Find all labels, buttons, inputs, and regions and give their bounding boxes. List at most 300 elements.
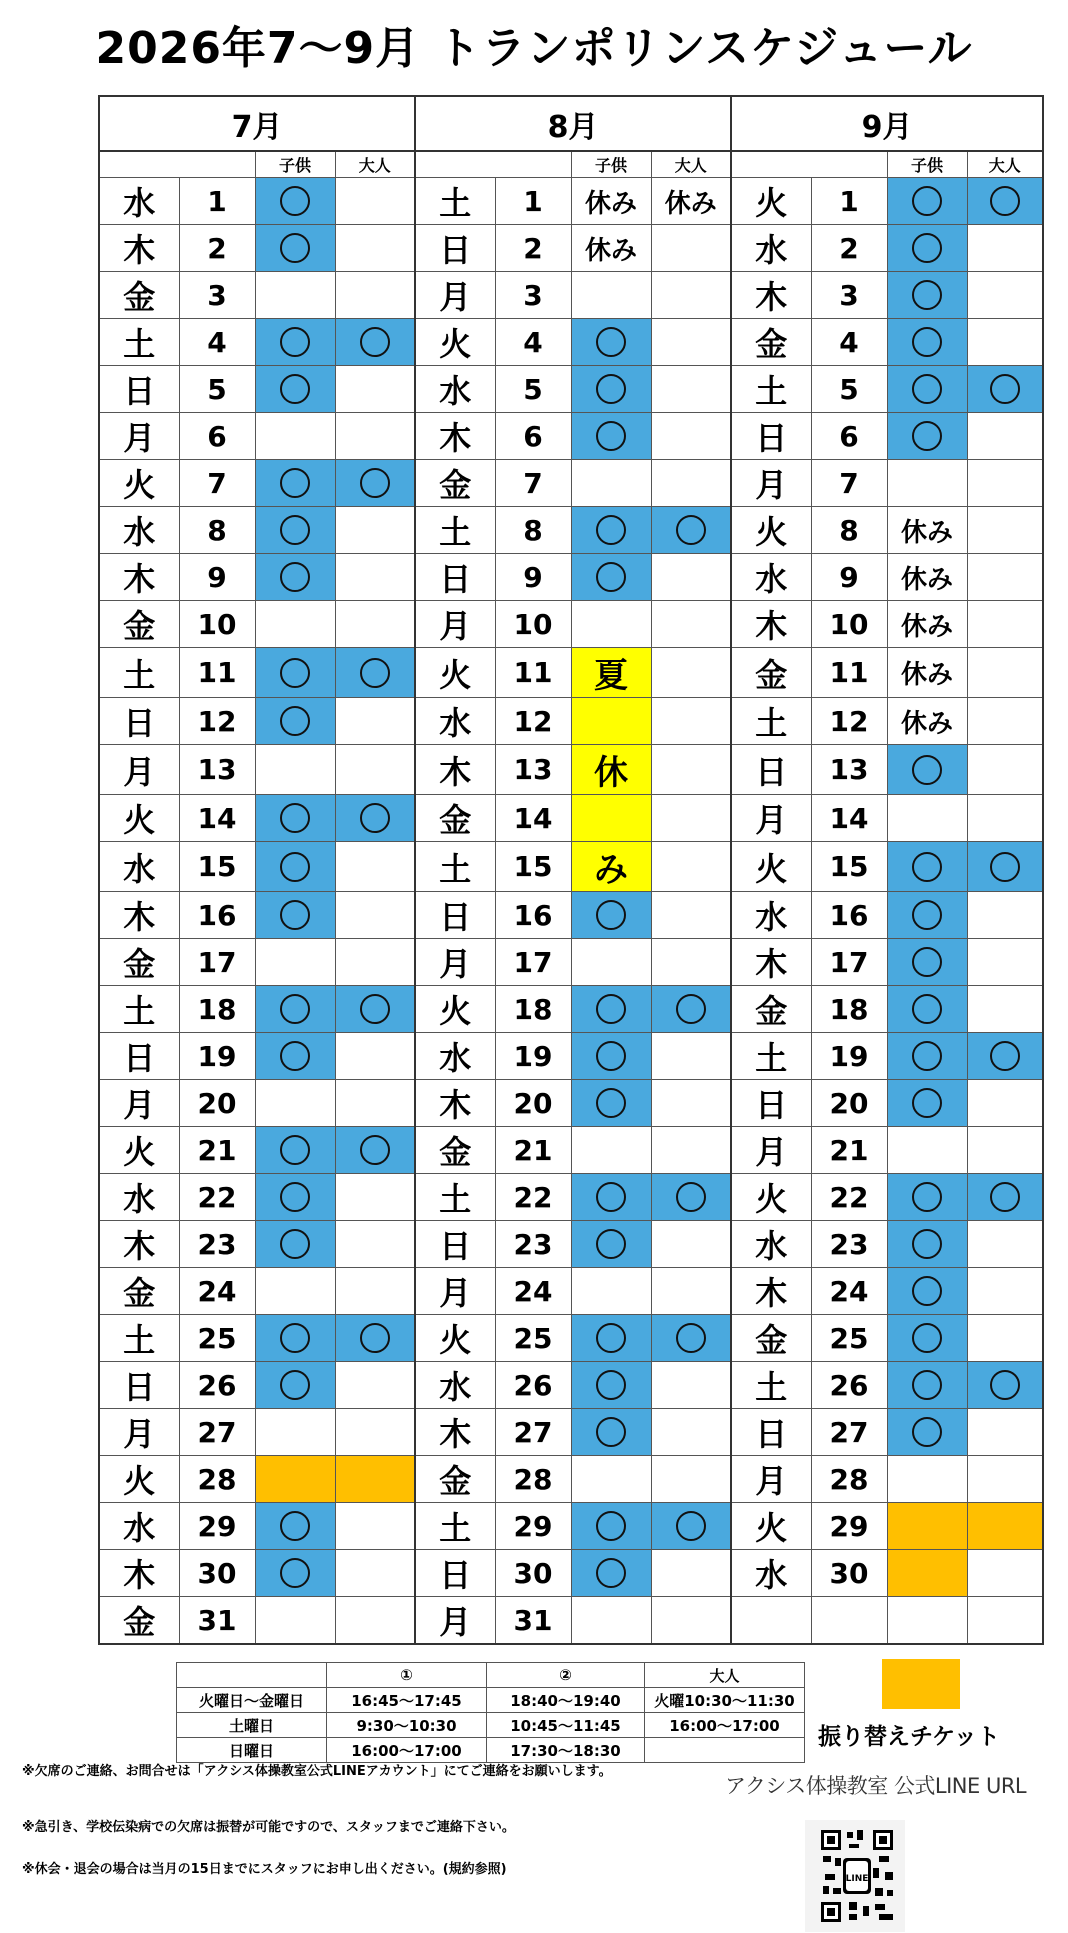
weekday-cell: 水: [415, 366, 495, 413]
weekday-cell: 金: [99, 1597, 179, 1645]
adult-cell: [967, 1268, 1043, 1315]
times-slot-cell: 10:45〜11:45: [487, 1713, 645, 1738]
closed-label: 休み: [584, 235, 637, 266]
child-cell: [255, 601, 335, 648]
date-cell: 27: [811, 1409, 887, 1456]
available-circle-icon: [280, 1511, 310, 1541]
weekday-cell: 月: [731, 795, 811, 842]
date-cell: 19: [811, 1033, 887, 1080]
sub-header-child: 子供: [255, 151, 335, 178]
table-row: [99, 939, 1043, 986]
child-cell: [571, 1597, 651, 1645]
available-circle-icon: [596, 1511, 626, 1541]
times-slot-cell: 9:30〜10:30: [327, 1713, 487, 1738]
available-circle-icon: [596, 1182, 626, 1212]
month-header-september: 9月: [731, 96, 1043, 151]
adult-cell: [651, 1597, 731, 1645]
date-cell: 2: [179, 225, 255, 272]
weekday-cell: 日: [415, 1550, 495, 1597]
adult-cell: [651, 225, 731, 272]
table-row: [99, 1221, 1043, 1268]
date-cell: 4: [179, 319, 255, 366]
child-cell: [255, 842, 335, 892]
available-circle-icon: [280, 994, 310, 1024]
adult-cell: [651, 178, 731, 225]
available-circle-icon: [912, 186, 942, 216]
child-cell: [255, 1409, 335, 1456]
child-cell: [887, 795, 967, 842]
times-slot-cell: 16:00〜17:00: [645, 1713, 805, 1738]
date-cell: 14: [495, 795, 571, 842]
times-header-cell: ②: [487, 1663, 645, 1688]
child-cell: [255, 745, 335, 795]
child-cell: [887, 1409, 967, 1456]
child-cell: [571, 413, 651, 460]
date-cell: 12: [495, 698, 571, 745]
child-cell: [571, 795, 651, 842]
adult-cell: [335, 272, 415, 319]
child-cell: [887, 460, 967, 507]
available-circle-icon: [280, 374, 310, 404]
weekday-cell: 金: [731, 648, 811, 698]
weekday-cell: 日: [99, 1033, 179, 1080]
adult-cell: [335, 795, 415, 842]
available-circle-icon: [912, 1088, 942, 1118]
child-cell: [571, 842, 651, 892]
weekday-cell: 土: [415, 1503, 495, 1550]
child-cell: [255, 366, 335, 413]
date-cell: 3: [179, 272, 255, 319]
available-circle-icon: [990, 1182, 1020, 1212]
weekday-cell: 金: [731, 986, 811, 1033]
available-circle-icon: [596, 562, 626, 592]
child-cell: [887, 178, 967, 225]
child-cell: [887, 1268, 967, 1315]
date-cell: 28: [179, 1456, 255, 1503]
date-cell: 18: [495, 986, 571, 1033]
weekday-cell: 火: [731, 842, 811, 892]
date-cell: 28: [495, 1456, 571, 1503]
date-cell: 23: [179, 1221, 255, 1268]
sub-header-blank: [415, 151, 571, 178]
adult-cell: [967, 413, 1043, 460]
schedule-table: [98, 95, 1044, 1645]
weekday-cell: 月: [415, 1597, 495, 1645]
table-row: [99, 795, 1043, 842]
table-row: [99, 648, 1043, 698]
child-cell: [571, 507, 651, 554]
times-slot-cell: 火曜10:30〜11:30: [645, 1688, 805, 1713]
date-cell: 20: [811, 1080, 887, 1127]
adult-cell: [967, 698, 1043, 745]
adult-cell: [967, 1550, 1043, 1597]
adult-cell: [335, 601, 415, 648]
adult-cell: [335, 554, 415, 601]
child-cell: [255, 1268, 335, 1315]
weekday-cell: 火: [731, 507, 811, 554]
adult-cell: [967, 554, 1043, 601]
closed-label: 休み: [900, 660, 953, 690]
month-header-august: 8月: [415, 96, 731, 151]
available-circle-icon: [912, 1276, 942, 1306]
adult-cell: [651, 1409, 731, 1456]
available-circle-icon: [360, 658, 390, 688]
weekday-cell: 日: [731, 745, 811, 795]
adult-cell: [335, 842, 415, 892]
adult-cell: [335, 178, 415, 225]
date-cell: 13: [179, 745, 255, 795]
adult-cell: [335, 1597, 415, 1645]
line-qr-code[interactable]: [805, 1820, 905, 1932]
weekday-cell: 金: [731, 319, 811, 366]
date-cell: 12: [811, 698, 887, 745]
child-cell: [887, 986, 967, 1033]
date-cell: 24: [179, 1268, 255, 1315]
child-cell: [571, 1409, 651, 1456]
child-cell: [571, 648, 651, 698]
date-cell: 12: [179, 698, 255, 745]
date-cell: 24: [811, 1268, 887, 1315]
child-cell: [887, 842, 967, 892]
child-cell: [887, 1127, 967, 1174]
weekday-cell: 金: [415, 795, 495, 842]
weekday-cell: 日: [731, 1409, 811, 1456]
closed-label: 休み: [900, 517, 953, 548]
class-times-table: [176, 1662, 805, 1763]
weekday-cell: 火: [415, 986, 495, 1033]
date-cell: 27: [495, 1409, 571, 1456]
weekday-cell: 土: [731, 1033, 811, 1080]
adult-cell: [335, 939, 415, 986]
table-row: [99, 698, 1043, 745]
available-circle-icon: [596, 1323, 626, 1353]
adult-cell: [967, 1127, 1043, 1174]
table-row: [99, 1362, 1043, 1409]
weekday-cell: 土: [99, 1315, 179, 1362]
child-cell: [255, 413, 335, 460]
available-circle-icon: [596, 1229, 626, 1259]
date-cell: 30: [179, 1550, 255, 1597]
date-cell: 22: [811, 1174, 887, 1221]
date-cell: 22: [179, 1174, 255, 1221]
weekday-cell: 土: [415, 842, 495, 892]
weekday-cell: 日: [415, 225, 495, 272]
weekday-cell: 日: [415, 554, 495, 601]
adult-cell: [651, 745, 731, 795]
child-cell: [887, 1456, 967, 1503]
weekday-cell: 月: [99, 745, 179, 795]
weekday-cell: 火: [415, 648, 495, 698]
date-cell: 21: [811, 1127, 887, 1174]
child-cell: [571, 225, 651, 272]
weekday-cell: 月: [731, 1456, 811, 1503]
date-cell: 29: [495, 1503, 571, 1550]
weekday-cell: 金: [731, 1315, 811, 1362]
available-circle-icon: [360, 468, 390, 498]
available-circle-icon: [596, 515, 626, 545]
available-circle-icon: [280, 1323, 310, 1353]
adult-cell: [967, 939, 1043, 986]
table-row: [99, 1174, 1043, 1221]
adult-cell: [651, 272, 731, 319]
weekday-cell: 水: [99, 1503, 179, 1550]
table-row: [99, 745, 1043, 795]
child-cell: [887, 507, 967, 554]
date-cell: 18: [811, 986, 887, 1033]
weekday-cell: 土: [731, 366, 811, 413]
adult-cell: [967, 1221, 1043, 1268]
available-circle-icon: [360, 1135, 390, 1165]
weekday-cell: 木: [415, 745, 495, 795]
weekday-cell: 金: [415, 1127, 495, 1174]
table-row: [99, 366, 1043, 413]
table-row: [99, 892, 1043, 939]
line-url-label: アクシス体操教室 公式LINE URL: [725, 1774, 1027, 1798]
weekday-cell: 月: [99, 1080, 179, 1127]
date-cell: 1: [811, 178, 887, 225]
date-cell: 7: [811, 460, 887, 507]
adult-cell: [651, 1127, 731, 1174]
table-row: [99, 272, 1043, 319]
available-circle-icon: [596, 1370, 626, 1400]
available-circle-icon: [280, 1041, 310, 1071]
available-circle-icon: [280, 803, 310, 833]
child-cell: [255, 225, 335, 272]
child-cell: [571, 892, 651, 939]
available-circle-icon: [280, 706, 310, 736]
adult-cell: [967, 1174, 1043, 1221]
available-circle-icon: [912, 1229, 942, 1259]
weekday-cell: 土: [415, 178, 495, 225]
available-circle-icon: [596, 327, 626, 357]
date-cell: 1: [495, 178, 571, 225]
weekday-cell: 月: [415, 939, 495, 986]
weekday-cell: 土: [415, 1174, 495, 1221]
adult-cell: [335, 1362, 415, 1409]
adult-cell: [967, 1503, 1043, 1550]
month-header-july: 7月: [99, 96, 415, 151]
adult-cell: [335, 507, 415, 554]
child-cell: [255, 648, 335, 698]
weekday-cell: 水: [99, 507, 179, 554]
adult-cell: [967, 1033, 1043, 1080]
available-circle-icon: [912, 852, 942, 882]
weekday-cell: 火: [99, 460, 179, 507]
weekday-cell: 水: [731, 892, 811, 939]
date-cell: 19: [179, 1033, 255, 1080]
weekday-cell: 土: [99, 986, 179, 1033]
adult-cell: [651, 413, 731, 460]
table-row: [99, 225, 1043, 272]
available-circle-icon: [912, 1182, 942, 1212]
weekday-cell: 水: [99, 1174, 179, 1221]
table-row: [99, 1597, 1043, 1645]
child-cell: [255, 460, 335, 507]
date-cell: 29: [811, 1503, 887, 1550]
date-cell: 31: [495, 1597, 571, 1645]
times-header-cell: [177, 1663, 327, 1688]
available-circle-icon: [990, 1370, 1020, 1400]
sub-header-blank: [99, 151, 255, 178]
child-cell: [571, 1033, 651, 1080]
child-cell: [887, 1174, 967, 1221]
weekday-cell: 日: [731, 1080, 811, 1127]
adult-cell: [335, 1221, 415, 1268]
table-row: [99, 1409, 1043, 1456]
child-cell: [887, 745, 967, 795]
available-circle-icon: [912, 947, 942, 977]
times-header-row: [177, 1663, 805, 1688]
child-cell: [255, 1456, 335, 1503]
child-cell: [571, 745, 651, 795]
table-row: [99, 413, 1043, 460]
child-cell: [255, 939, 335, 986]
date-cell: 26: [179, 1362, 255, 1409]
child-cell: [887, 1597, 967, 1645]
date-cell: 15: [179, 842, 255, 892]
date-cell: 16: [811, 892, 887, 939]
weekday-cell: 月: [731, 1127, 811, 1174]
table-row: [99, 1080, 1043, 1127]
adult-cell: [967, 1409, 1043, 1456]
date-cell: 14: [811, 795, 887, 842]
child-cell: [887, 698, 967, 745]
adult-cell: [651, 507, 731, 554]
child-cell: [255, 1362, 335, 1409]
qr-center-label: LINE: [845, 1874, 869, 1884]
available-circle-icon: [596, 1558, 626, 1588]
sub-header-child: 子供: [887, 151, 967, 178]
date-cell: 5: [811, 366, 887, 413]
adult-cell: [651, 1080, 731, 1127]
available-circle-icon: [912, 374, 942, 404]
adult-cell: [335, 1503, 415, 1550]
date-cell: 24: [495, 1268, 571, 1315]
child-cell: [571, 460, 651, 507]
available-circle-icon: [280, 1135, 310, 1165]
date-cell: 1: [179, 178, 255, 225]
date-cell: 30: [811, 1550, 887, 1597]
weekday-cell: 水: [415, 698, 495, 745]
child-cell: [255, 1033, 335, 1080]
closed-label: 休み: [900, 611, 953, 642]
child-cell: [571, 1080, 651, 1127]
date-cell: 6: [495, 413, 571, 460]
adult-cell: [967, 795, 1043, 842]
weekday-cell: 木: [99, 554, 179, 601]
adult-cell: [651, 648, 731, 698]
adult-cell: [651, 842, 731, 892]
adult-cell: [651, 319, 731, 366]
available-circle-icon: [280, 562, 310, 592]
child-cell: [255, 272, 335, 319]
available-circle-icon: [280, 852, 310, 882]
date-cell: 30: [495, 1550, 571, 1597]
adult-cell: [967, 1362, 1043, 1409]
adult-cell: [967, 507, 1043, 554]
note-transfer: ※急引き、学校伝染病での欠席は振替が可能ですので、スタッフまでご連絡下さい。: [22, 1820, 515, 1835]
child-cell: [887, 939, 967, 986]
weekday-cell: 水: [99, 178, 179, 225]
available-circle-icon: [280, 1558, 310, 1588]
child-cell: [255, 892, 335, 939]
weekday-cell: 火: [415, 1315, 495, 1362]
date-cell: 8: [495, 507, 571, 554]
adult-cell: [651, 1315, 731, 1362]
date-cell: 25: [495, 1315, 571, 1362]
times-slot-cell: 16:00〜17:00: [327, 1738, 487, 1763]
date-cell: 2: [811, 225, 887, 272]
date-cell: 25: [179, 1315, 255, 1362]
weekday-cell: 水: [731, 225, 811, 272]
adult-cell: [967, 892, 1043, 939]
available-circle-icon: [990, 1041, 1020, 1071]
weekday-cell: 月: [731, 460, 811, 507]
weekday-cell: 木: [99, 1550, 179, 1597]
adult-cell: [335, 225, 415, 272]
transfer-ticket-swatch: [882, 1659, 960, 1709]
times-slot-cell: 16:45〜17:45: [327, 1688, 487, 1713]
adult-cell: [335, 892, 415, 939]
table-row: [99, 178, 1043, 225]
date-cell: 10: [811, 601, 887, 648]
date-cell: 3: [811, 272, 887, 319]
child-cell: [887, 319, 967, 366]
summer-break-label: 休: [594, 753, 628, 793]
adult-cell: [651, 1268, 731, 1315]
available-circle-icon: [912, 994, 942, 1024]
adult-cell: [651, 1550, 731, 1597]
date-cell: 3: [495, 272, 571, 319]
times-row: [177, 1738, 805, 1763]
available-circle-icon: [990, 186, 1020, 216]
child-cell: [571, 554, 651, 601]
date-cell: 10: [179, 601, 255, 648]
available-circle-icon: [596, 1417, 626, 1447]
adult-cell: [335, 648, 415, 698]
adult-cell: [967, 986, 1043, 1033]
adult-cell: [651, 1221, 731, 1268]
adult-cell: [335, 1315, 415, 1362]
sub-header-child: 子供: [571, 151, 651, 178]
adult-cell: [651, 601, 731, 648]
adult-cell: [651, 554, 731, 601]
available-circle-icon: [676, 1182, 706, 1212]
adult-cell: [335, 319, 415, 366]
available-circle-icon: [990, 852, 1020, 882]
available-circle-icon: [360, 994, 390, 1024]
adult-cell: [651, 1033, 731, 1080]
child-cell: [255, 1315, 335, 1362]
date-cell: 20: [495, 1080, 571, 1127]
date-cell: [811, 1597, 887, 1645]
date-cell: 4: [811, 319, 887, 366]
available-circle-icon: [912, 421, 942, 451]
date-cell: 19: [495, 1033, 571, 1080]
available-circle-icon: [596, 1041, 626, 1071]
weekday-cell: 火: [415, 319, 495, 366]
child-cell: [255, 507, 335, 554]
weekday-cell: 月: [415, 272, 495, 319]
weekday-cell: 火: [731, 1503, 811, 1550]
adult-cell: [967, 842, 1043, 892]
date-cell: 29: [179, 1503, 255, 1550]
child-cell: [571, 1456, 651, 1503]
table-row: [99, 1268, 1043, 1315]
weekday-cell: 月: [99, 413, 179, 460]
adult-cell: [651, 1456, 731, 1503]
date-cell: 17: [811, 939, 887, 986]
